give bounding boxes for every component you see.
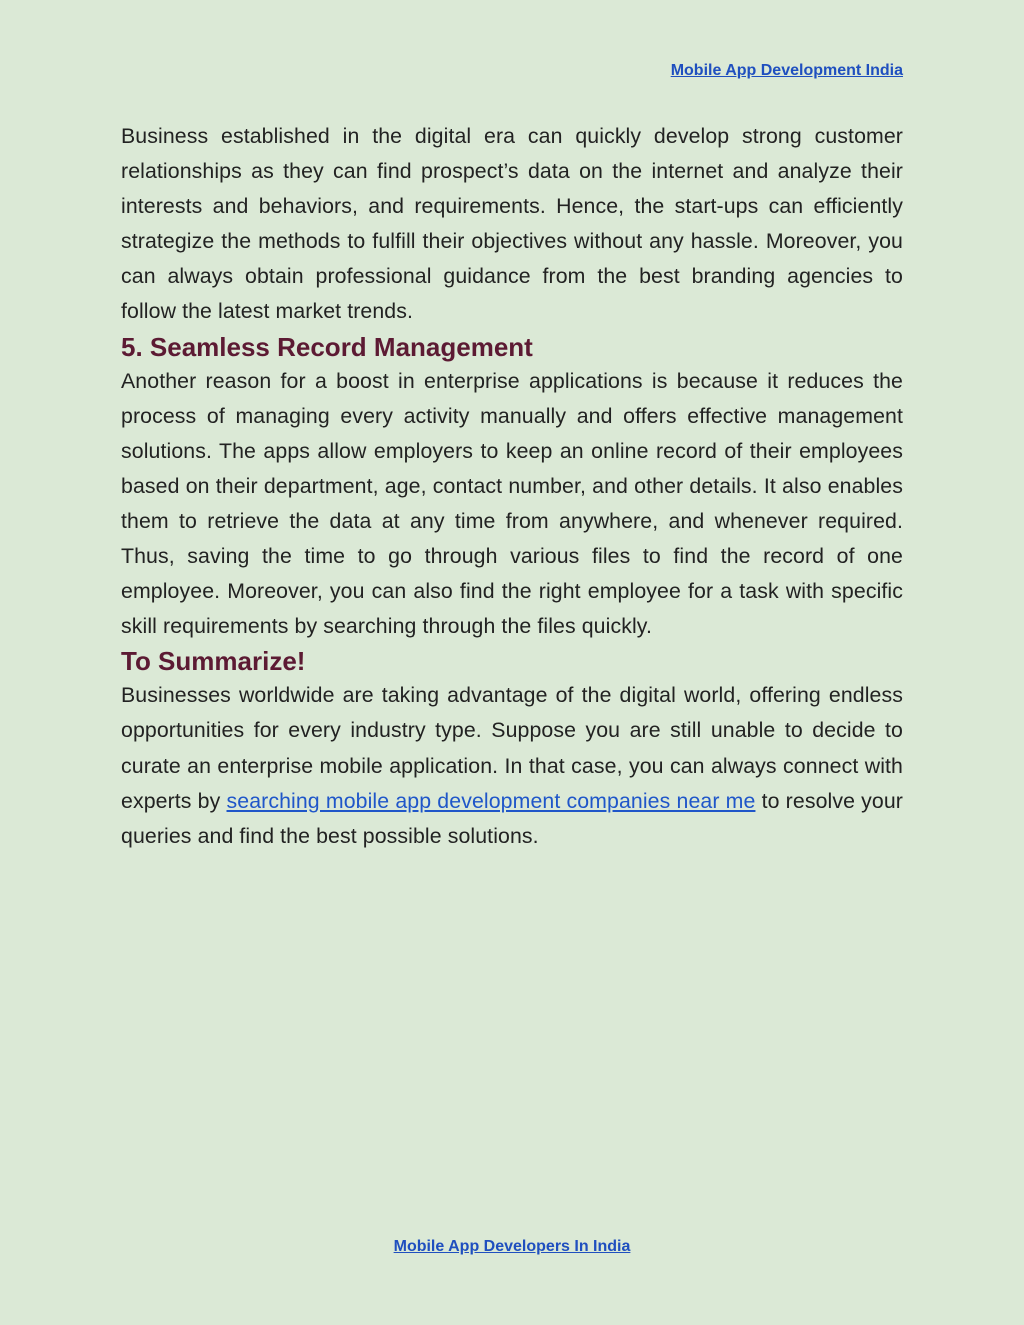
summary-text-before-link: Businesses worldwide are taking advantage of the digital world, offering endless opportunities for every industry type. Suppose you are still unable to decide to curate an enterprise mobile application. In that case, you can always connect with experts by [121,683,903,813]
document-body [121,119,903,854]
paragraph-summary [121,678,903,853]
paragraph-record-management: Another reason for a boost in enterprise applications is because it reduces the process of managing every activity manually and offers effective management solutions. The apps allow employers to keep an online record of their employees based on their department, age, contact number, and other details. It also enables them to retrieve the data at any time from anywhere, and whenever required. Thus, saving the time to go through various files to find the record of one employee. Moreover, you can also find the right employee for a task with specific skill requirements by searching through the files quickly. [121,368,903,639]
footer-link[interactable]: Mobile App Developers In India [393,1238,631,1255]
heading-seamless-record-management: 5. Seamless Record Management [121,331,533,362]
header-link[interactable]: Mobile App Development India [670,62,903,79]
footer [0,1238,1024,1256]
heading-to-summarize: To Summarize! [121,646,306,677]
inline-link-app-companies[interactable]: searching mobile app development companies near me [226,788,756,813]
summary-text-after-link: to resolve your queries and find the best possible solutions. [121,788,903,848]
paragraph-digital-era: Business established in the digital era can quickly develop strong customer relationships as they can find prospect’s data on the internet and analyze their interests and behaviors, and requirements. Hence, the start-ups can efficiently strategize the methods to fulfill their objectives without any hassle. Moreover, you can always obtain professional guidance from the best branding agencies to follow the latest market trends. [121,124,903,324]
